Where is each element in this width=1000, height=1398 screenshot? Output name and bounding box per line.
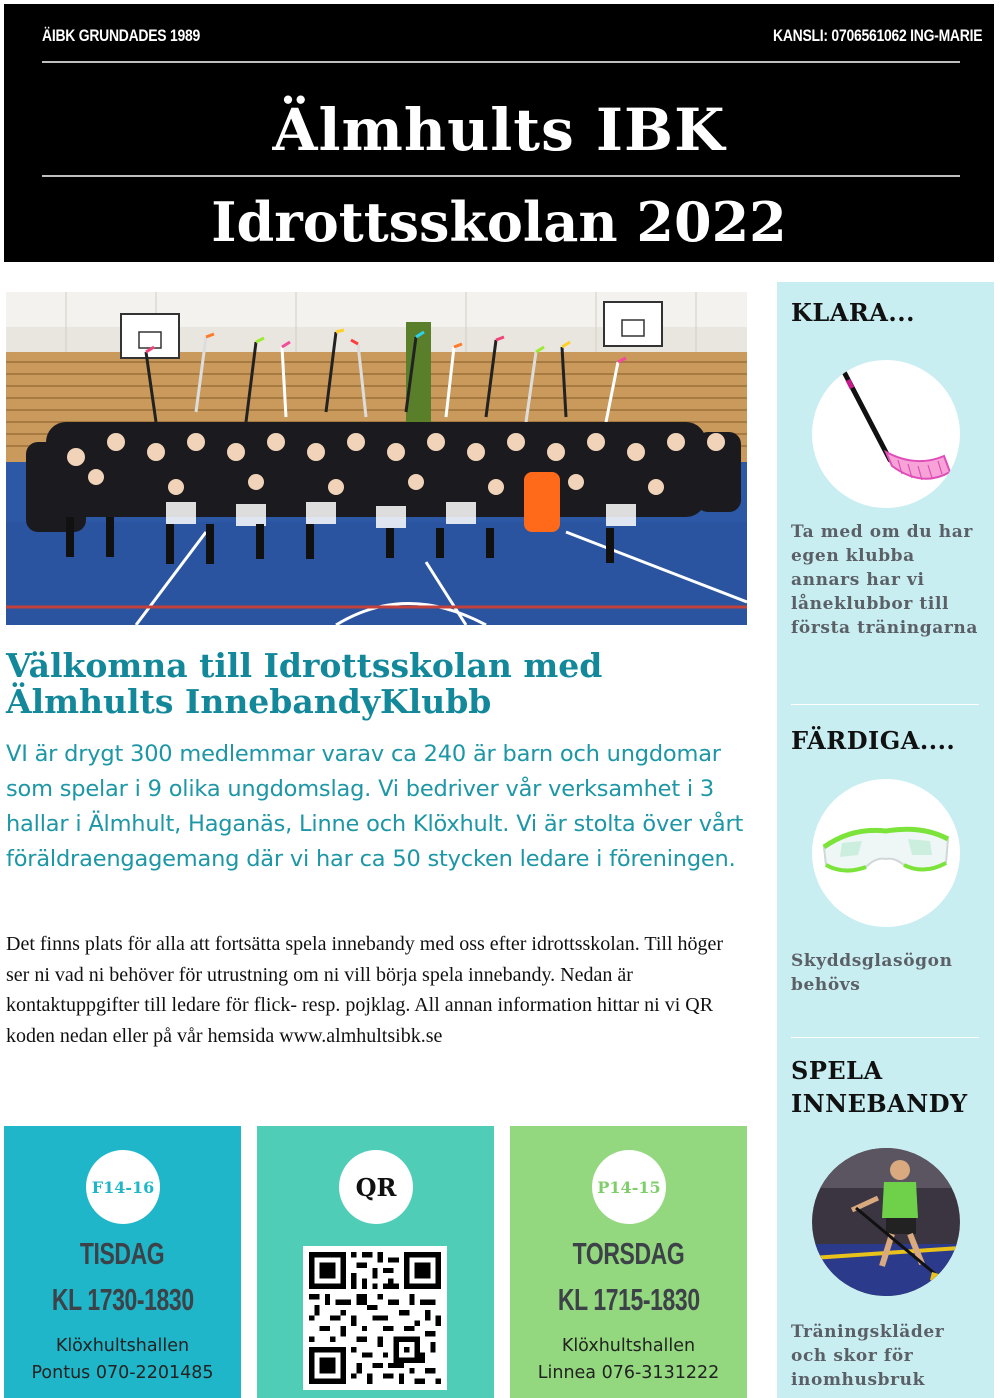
team-photo [6, 292, 747, 625]
sidebar-divider [791, 1037, 979, 1038]
stick-description: Ta med om du har egen klubba annars har vi låneklubbor till första träningarna [791, 522, 979, 638]
floorball-stick-icon [812, 360, 960, 508]
header-divider [42, 61, 960, 63]
intro-paragraph: VI är drygt 300 medlemmar varav ca 240 är barn och ungdomar som spelar i 9 olika ungdomslag. Vi bedriver vår verksamhet i 3 hallar i Älmhult, Haganäs, Linne och Klöxhult. Vi är stolta över vårt föräldraengagemang där vi har ca 50 stycken ledare i föreningen. [6, 741, 744, 872]
leader-contact: Pontus 070-2201485 [31, 1363, 214, 1383]
sidebar-divider [791, 704, 979, 705]
club-title: Älmhults IBK [272, 96, 726, 164]
welcome-headline: Välkomna till Idrottsskolan med Älmhults InnebandyKlubb [6, 646, 603, 721]
office-contact: KANSLI: 0706561062 ING-MARIE [772, 26, 983, 45]
safety-goggles-icon [812, 779, 960, 927]
header-banner [4, 4, 994, 262]
header-divider [42, 175, 960, 177]
team-badge: F14-16 [86, 1150, 160, 1224]
training-time: KL 1715-1830 [557, 1282, 700, 1317]
sidebar-heading-fardiga: FÄRDIGA.... [791, 726, 956, 755]
qr-badge: QR [339, 1150, 413, 1224]
boys-team-box [510, 1126, 747, 1398]
training-venue: Klöxhultshallen [55, 1336, 190, 1356]
sidebar-heading-spela: SPELA INNEBANDY [791, 1056, 968, 1118]
sidebar-heading-klara: KLARA... [791, 298, 915, 327]
info-paragraph: Det finns plats för alla att fortsätta spela innebandy med oss efter idrottsskolan. Till höger ser ni vad ni behöver för utrustning om ni vill börja spela innebandy. Nedan är kontaktuppgifter till ledare för flick- resp. pojklag. All annan information hittar ni vi QR koden nedan eller på vår hemsida www.almhultsibk.se [6, 933, 724, 1047]
girls-team-box [4, 1126, 241, 1398]
equipment-sidebar [777, 282, 994, 1398]
training-time: KL 1730-1830 [51, 1282, 194, 1317]
training-venue: Klöxhultshallen [561, 1336, 696, 1356]
founded-text: ÄIBK GRUNDADES 1989 [42, 26, 201, 45]
school-title: Idrottsskolan 2022 [211, 190, 787, 254]
training-day: TISDAG [80, 1236, 165, 1271]
qr-box [257, 1126, 494, 1398]
leader-contact: Linnea 076-3131222 [537, 1363, 720, 1383]
qr-code[interactable] [303, 1246, 447, 1390]
goggles-description: Skyddsglasögon behövs [791, 951, 953, 995]
clothing-description: Träningskläder och skor för inomhusbruk [791, 1322, 945, 1390]
player-photo [812, 1148, 960, 1296]
training-day: TORSDAG [572, 1236, 685, 1271]
team-badge: P14-15 [592, 1150, 666, 1224]
